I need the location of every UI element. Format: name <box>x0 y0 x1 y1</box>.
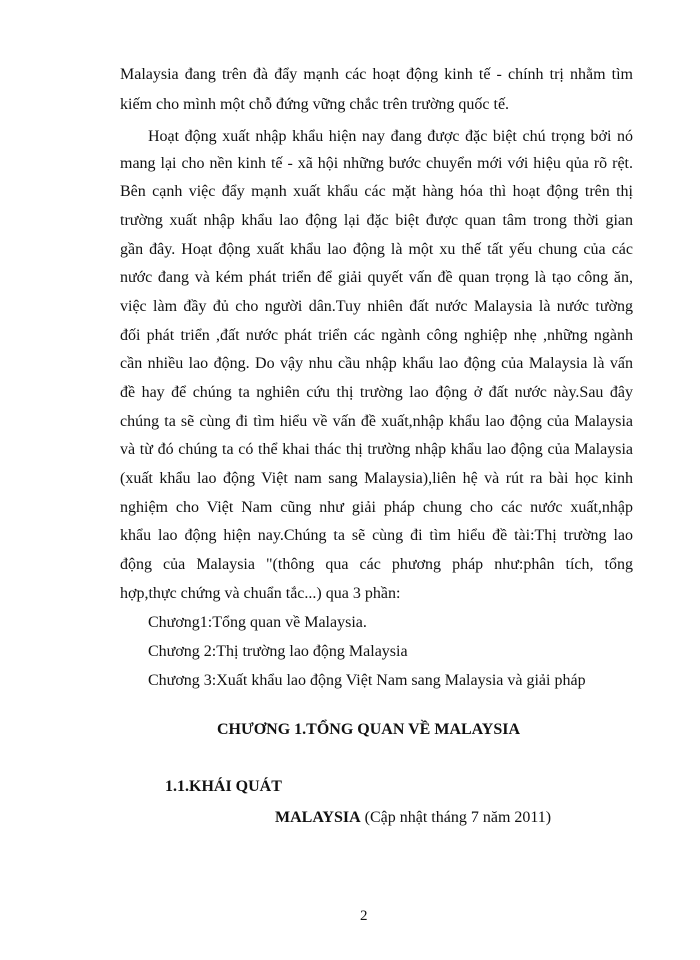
section-subtitle <box>275 808 551 828</box>
text-line: trường xuất nhập khẩu lao động lại đặc biệt được quan tâm trong thời gian <box>120 212 633 229</box>
text-line: và từ đó chúng ta có thể khai thác thị trường nhập khẩu lao động của Malaysia <box>120 441 633 458</box>
text-line: cần nhiều lao động. Do vậy nhu cầu nhập khẩu lao động của Malaysia là vấn <box>120 355 633 372</box>
chapter-heading: CHƯƠNG 1.TỔNG QUAN VỀ MALAYSIA <box>217 721 520 738</box>
text-line: nghiệm cho Việt Nam cũng như giải pháp chung cho các nước xuất,nhập <box>120 499 633 516</box>
text-line: gần đây. Hoạt động xuất khẩu lao động là một xu thế tất yếu chung của các <box>120 241 633 258</box>
section-heading: 1.1.KHÁI QUÁT <box>165 778 282 795</box>
text-line: kiếm cho mình một chỗ đứng vững chắc trên trường quốc tế. <box>120 96 510 113</box>
text-line: việc làm đầy đủ cho người dân.Tuy nhiên đất nước Malaysia là nước tường <box>120 298 633 315</box>
subtitle-name: MALAYSIA <box>275 809 361 826</box>
page-number: 2 <box>360 908 368 924</box>
text-line: đối phát triển ,đất nước phát triển các ngành công nghiệp nhẹ ,những ngành <box>120 327 633 344</box>
text-line: động của Malaysia "(thông qua các phương pháp như:phân tích, tổng <box>120 556 633 573</box>
text-line: khẩu lao động hiện nay.Chúng ta sẽ cùng đi tìm hiểu đề tài:Thị trường lao <box>120 527 633 544</box>
text-line: Hoạt động xuất nhập khẩu hiện nay đang được đặc biệt chú trọng bởi nó <box>148 128 633 145</box>
text-line: nước đang và kém phát triển để giải quyết vấn đề quan trọng là tạo công ăn, <box>120 269 633 286</box>
chapter-list-item: Chương 2:Thị trường lao động Malaysia <box>148 643 408 660</box>
text-line: (xuất khẩu lao động Việt nam sang Malaysia),liên hệ và rút ra bài học kinh <box>120 470 633 487</box>
text-line: Malaysia đang trên đà đẩy mạnh các hoạt động kinh tế - chính trị nhằm tìm <box>120 66 633 83</box>
text-line: chúng ta sẽ cùng đi tìm hiểu về vấn đề xuất,nhập khẩu lao động của Malaysia <box>120 413 633 430</box>
text-line: hợp,thực chứng và chuẩn tắc...) qua 3 phần: <box>120 585 401 602</box>
chapter-list-item: Chương1:Tổng quan về Malaysia. <box>148 614 367 631</box>
text-line: đề hay để chúng ta nghiên cứu thị trường lao động ở đất nước này.Sau đây <box>120 384 633 401</box>
text-line: mang lại cho nền kinh tế - xã hội những bước chuyển mới với hiệu qủa rõ rệt. <box>120 155 633 172</box>
text-line: Bên cạnh việc đẩy mạnh xuất khẩu các mặt hàng hóa thì hoạt động trên thị <box>120 183 633 200</box>
subtitle-note: (Cập nhật tháng 7 năm 2011) <box>360 809 552 826</box>
chapter-list-item: Chương 3:Xuất khẩu lao động Việt Nam sang Malaysia và giải pháp <box>148 672 586 689</box>
